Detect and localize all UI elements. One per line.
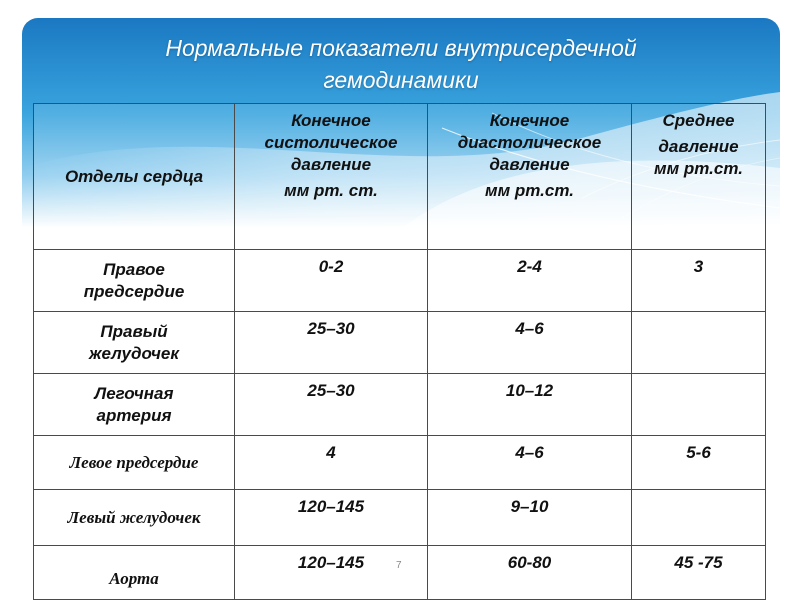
slide-title-line-2: гемодинамики bbox=[323, 67, 479, 93]
table-row bbox=[34, 312, 766, 374]
systolic-value: 120–145 bbox=[235, 490, 428, 546]
row-name: Левое предсердие bbox=[34, 436, 235, 490]
mean-value: 5-6 bbox=[632, 436, 766, 490]
mean-value: 45 -75 bbox=[632, 546, 766, 600]
systolic-value: 4 bbox=[235, 436, 428, 490]
diastolic-value: 4–6 bbox=[428, 312, 632, 374]
table-header-row bbox=[34, 104, 766, 250]
mean-value: 3 bbox=[632, 250, 766, 312]
diastolic-value: 60-80 bbox=[428, 546, 632, 600]
diastolic-value: 9–10 bbox=[428, 490, 632, 546]
table-row bbox=[34, 436, 766, 490]
systolic-value: 25–30 bbox=[235, 374, 428, 436]
slide-title-line-1: Нормальные показатели внутрисердечной bbox=[165, 35, 637, 61]
mean-value bbox=[632, 312, 766, 374]
header-end-diastolic-pressure: Конечное диастолическое давление мм рт.ст. bbox=[428, 104, 632, 250]
header-mean-pressure: Среднее давление мм рт.ст. bbox=[632, 104, 766, 250]
table-row bbox=[34, 250, 766, 312]
diastolic-value: 2-4 bbox=[428, 250, 632, 312]
table-row bbox=[34, 490, 766, 546]
row-name: Левый желудочек bbox=[34, 490, 235, 546]
mean-value bbox=[632, 490, 766, 546]
header-heart-sections: Отделы сердца bbox=[34, 104, 235, 250]
mean-value bbox=[632, 374, 766, 436]
row-name: Легочная артерия bbox=[34, 374, 235, 436]
row-name: Аорта bbox=[34, 546, 235, 600]
diastolic-value: 10–12 bbox=[428, 374, 632, 436]
slide-title bbox=[22, 32, 780, 96]
diastolic-value: 4–6 bbox=[428, 436, 632, 490]
row-name: Правое предсердие bbox=[34, 250, 235, 312]
header-end-systolic-pressure: Конечное систолическое давление мм рт. ст. bbox=[235, 104, 428, 250]
page-number: 7 bbox=[396, 560, 402, 571]
systolic-value: 0-2 bbox=[235, 250, 428, 312]
systolic-value: 25–30 bbox=[235, 312, 428, 374]
table-row bbox=[34, 374, 766, 436]
systolic-value: 120–145 bbox=[235, 546, 428, 600]
hemodynamics-table bbox=[33, 103, 766, 600]
table-row bbox=[34, 546, 766, 600]
row-name: Правый желудочек bbox=[34, 312, 235, 374]
